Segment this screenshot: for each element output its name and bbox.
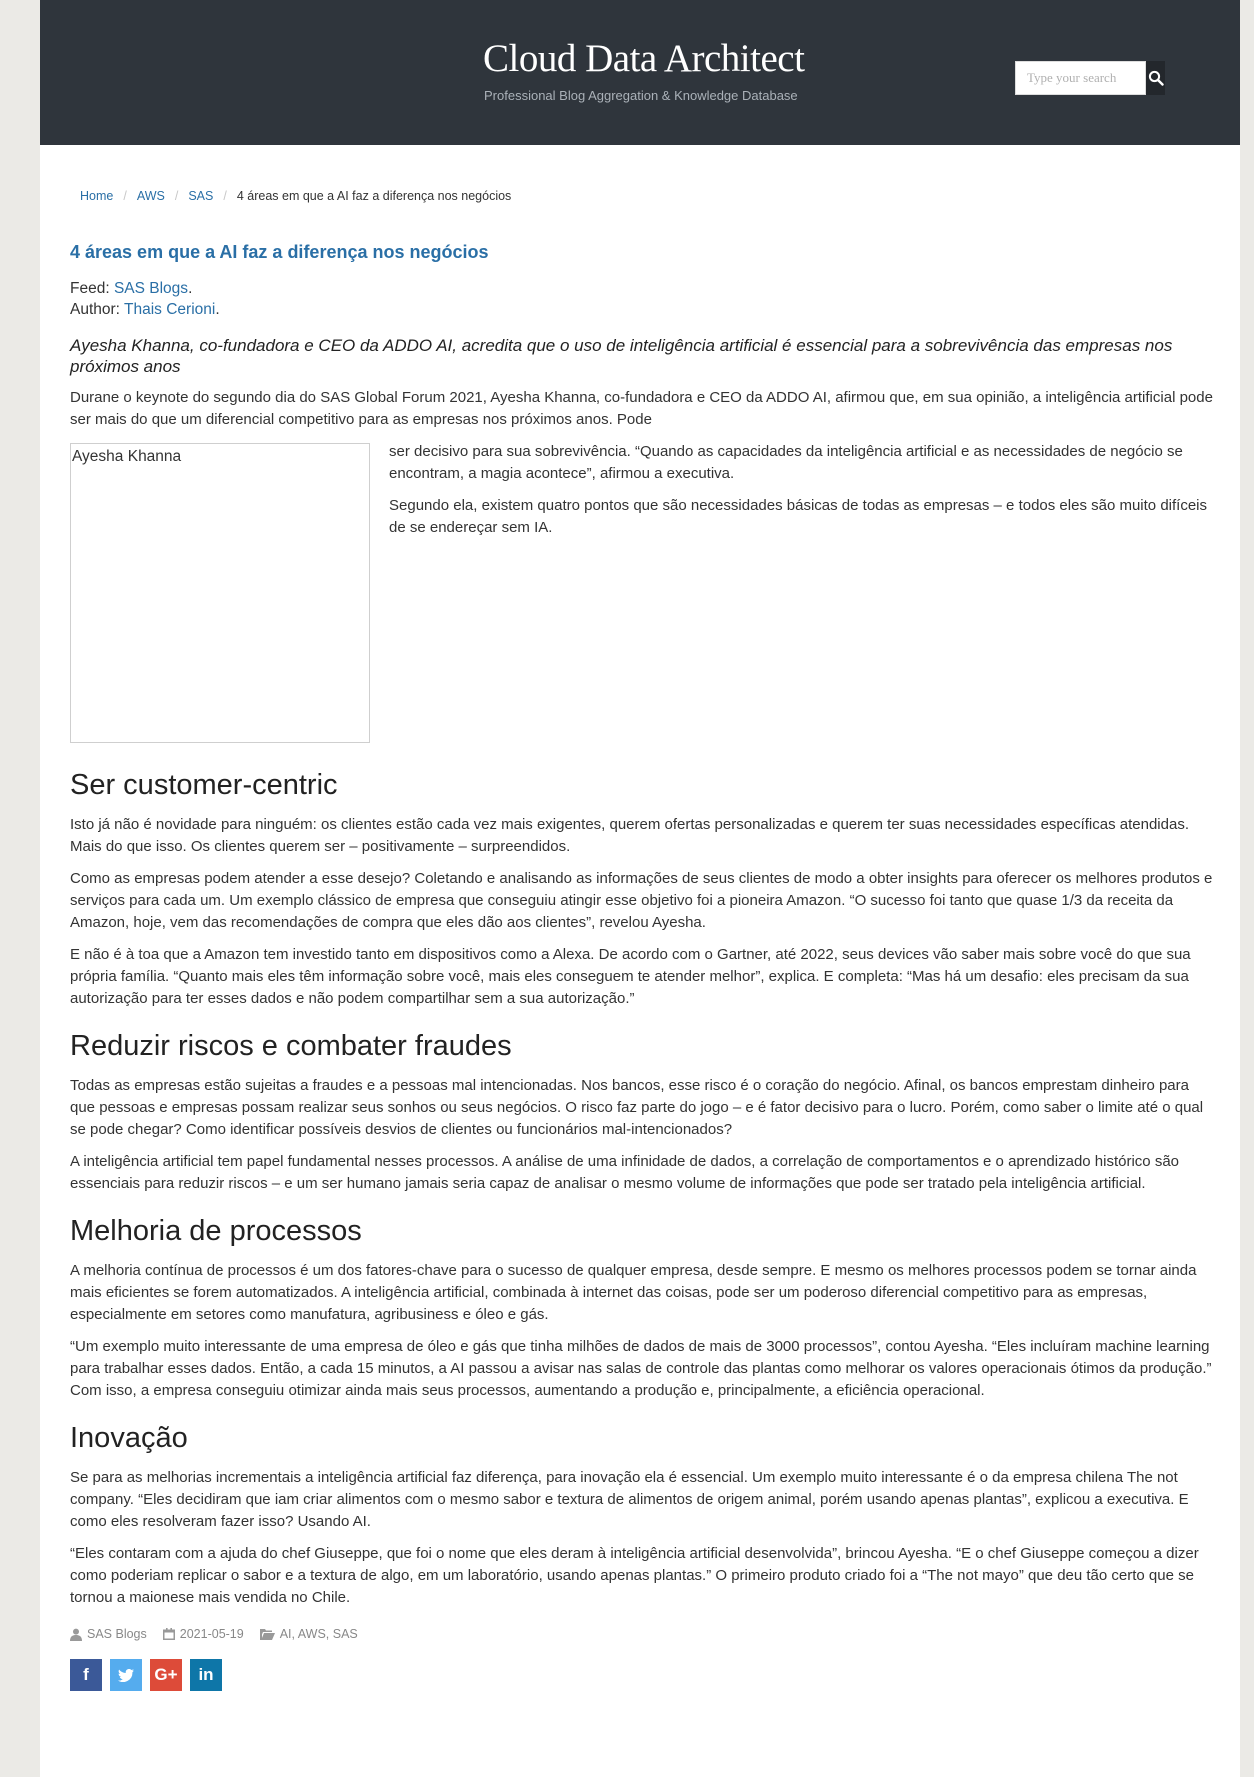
section-heading: Ser customer-centric (70, 769, 338, 801)
google-plus-icon: G+ (154, 1665, 178, 1684)
calendar-icon (163, 1628, 175, 1640)
search-icon (1148, 70, 1164, 86)
intro-paragraph: Durane o keynote do segundo dia do SAS Global Forum 2021, Ayesha Khanna, co-fundadora e CEO da ADDO AI, afirmou que, em sua opinião, a inteligência artificial pode ser mais do que um diferencial competitivo para as empresas nos próximos anos. Pode (70, 389, 1213, 428)
breadcrumb-separator: / (223, 189, 227, 203)
folder-icon (260, 1629, 275, 1640)
twitter-share-button[interactable] (110, 1659, 142, 1691)
search-box (1015, 61, 1165, 95)
site-header (40, 0, 1240, 145)
google-plus-share-button[interactable] (150, 1659, 182, 1691)
breadcrumb-separator: / (123, 189, 127, 203)
facebook-icon: f (83, 1665, 89, 1684)
post-meta (70, 278, 220, 320)
section-heading: Inovação (70, 1422, 188, 1454)
paragraph: E não é à toa que a Amazon tem investido tanto em dispositivos como a Alexa. De acordo com o Gartner, até 2022, seus devices vão saber mais sobre você do que sua própria família. “Quanto mais eles têm informação sobre você, mais eles conseguem te atender melhor”, explica. E completa: “Mas há um desafio: eles precisam da sua autorização para ter esses dados e não podem compartilhar sem a sua autorização.” (70, 946, 1191, 1007)
paragraph: A inteligência artificial tem papel fundamental nesses processos. A análise de uma infinidade de dados, a correlação de comportamentos e o aprendizado histórico são essenciais para reduzir riscos – e um ser humano jamais seria capaz de analisar o mesmo volume de informações que pode ser tratado pela inteligência artificial. (70, 1153, 1180, 1192)
breadcrumb-sas[interactable]: SAS (188, 189, 214, 203)
lead-paragraph: Ayesha Khanna, co-fundadora e CEO da ADDO AI, acredita que o uso de inteligência artificial é essencial para a sobrevivência das empresas nos próximos anos (70, 336, 1173, 376)
brand (483, 36, 804, 103)
footer-date-text: 2021-05-19 (179, 1627, 244, 1641)
paragraph: “Um exemplo muito interessante de uma empresa de óleo e gás que tinha milhões de dados de mais de 3000 processos”, contou Ayesha. “Eles incluíram machine learning para trabalhar esses dados. Então, a cada 15 minutos, a AI passou a avisar nas salas de controle das plantas como melhorar os valores operacionais ótimos da produção.” Com isso, a empresa conseguiu otimizar ainda mais seus processos, aumentando a produção e, principalmente, a eficiência operacional. (70, 1338, 1212, 1399)
section-heading: Melhoria de processos (70, 1215, 362, 1247)
breadcrumb-aws[interactable]: AWS (136, 189, 165, 203)
paragraph: “Eles contaram com a ajuda do chef Giuseppe, que foi o nome que eles deram à inteligência artificial desenvolvida”, brincou Ayesha. “E o chef Giuseppe começou a dizer como poderiam replicar o sabor e a textura de algo, em um laboratório, usando apenas plantas.” O primeiro produto criado foi a “The not mayo” que deu tão certo que se tornou a maionese mais vendida no Chile. (70, 1545, 1199, 1606)
post-footer-meta (70, 1623, 1215, 1645)
figure-block (70, 441, 1215, 749)
article-body (70, 335, 1215, 1691)
paragraph: Como as empresas podem atender a esse desejo? Coletando e analisando as informações de seus clientes de modo a obter insights para oferecer os melhores produtos e serviços para cada um. Um exemplo clássico de empresa que conseguiu atingir esse objetivo foi a pioneira Amazon. “O sucesso foi tanto que quase 1/3 da receita da Amazon, hoje, vem das recomendações de compra que eles dão aos clientes”, revelou Ayesha. (70, 870, 1213, 931)
linkedin-share-button[interactable] (190, 1659, 222, 1691)
user-icon (70, 1628, 82, 1641)
post-title[interactable]: 4 áreas em que a AI faz a diferença nos negócios (70, 242, 489, 262)
site-title[interactable]: Cloud Data Architect (483, 37, 805, 80)
author-line: Author: Thais Cerioni. (70, 301, 220, 318)
breadcrumb-current: 4 áreas em que a AI faz a diferença nos negócios (236, 189, 512, 203)
paragraph: Se para as melhorias incrementais a inteligência artificial faz diferença, para inovação ela é essencial. Um exemplo muito interessante é o da empresa chilena The not company. “Eles decidiram que iam criar alimentos com o mesmo sabor e textura de alimentos de origem animal, porém usando apenas plantas”, explicou a executiva. E como eles resolveram fazer isso? Usando AI. (70, 1469, 1189, 1530)
share-buttons (70, 1659, 1215, 1691)
site-tagline: Professional Blog Aggregation & Knowledge Database (484, 88, 798, 103)
linkedin-icon: in (198, 1665, 214, 1684)
paragraph: A melhoria contínua de processos é um dos fatores-chave para o sucesso de qualquer empresa, desde sempre. E mesmo os melhores processos podem se tornar ainda mais eficientes se forem automatizados. A inteligência artificial, combinada à internet das coisas, pode ser um poderoso diferencial competitivo para as empresas, especialmente em setores como manufatura, agribusiness e óleo e gás. (70, 1262, 1197, 1323)
paragraph: ser decisivo para sua sobrevivência. “Quando as capacidades da inteligência artificial e as necessidades de negócio se encontram, a magia acontece”, afirmou a executiva. (389, 443, 1183, 482)
facebook-share-button[interactable] (70, 1659, 102, 1691)
footer-categories (260, 1623, 358, 1645)
article-image: Ayesha Khanna (70, 443, 370, 743)
footer-date (163, 1623, 244, 1645)
author-label: Author: (70, 301, 120, 318)
paragraph: Isto já não é novidade para ninguém: os clientes estão cada vez mais exigentes, querem ofertas personalizadas e querem ter suas necessidades específicas atendidas. Mais do que isso. Os clientes querem ser – positivamente – surpreendidos. (70, 816, 1189, 855)
section-heading: Reduzir riscos e combater fraudes (70, 1030, 512, 1062)
search-input[interactable] (1015, 61, 1146, 95)
breadcrumb (80, 189, 511, 203)
footer-author (70, 1623, 147, 1645)
paragraph: Todas as empresas estão sujeitas a fraudes e a pessoas mal intencionadas. Nos bancos, esse risco é o coração do negócio. Afinal, os bancos emprestam dinheiro para que pessoas e empresas possam realizar seus sonhos ou seus negócios. O risco faz parte do jogo – e é fator decisivo para o lucro. Porém, como saber o limite até o qual se pode chegar? Como identificar possíveis desvios de clientes ou funcionários mal-intencionados? (70, 1077, 1204, 1138)
paragraph: Segundo ela, existem quatro pontos que são necessidades básicas de todas as empresas – e todos eles são muito difíceis de se endereçar sem IA. (389, 497, 1207, 536)
page (40, 0, 1240, 1777)
breadcrumb-home[interactable]: Home (80, 189, 114, 203)
author-link[interactable]: Thais Cerioni (124, 301, 216, 318)
feed-label: Feed: (70, 280, 110, 297)
feed-link[interactable]: SAS Blogs (113, 280, 189, 297)
footer-author-link[interactable]: SAS Blogs (87, 1627, 147, 1641)
footer-categories-links[interactable]: AI, AWS, SAS (279, 1627, 358, 1641)
breadcrumb-separator: / (174, 189, 179, 203)
twitter-icon (118, 1669, 134, 1682)
feed-line: Feed: SAS Blogs. (70, 280, 193, 297)
search-button[interactable] (1146, 61, 1165, 95)
